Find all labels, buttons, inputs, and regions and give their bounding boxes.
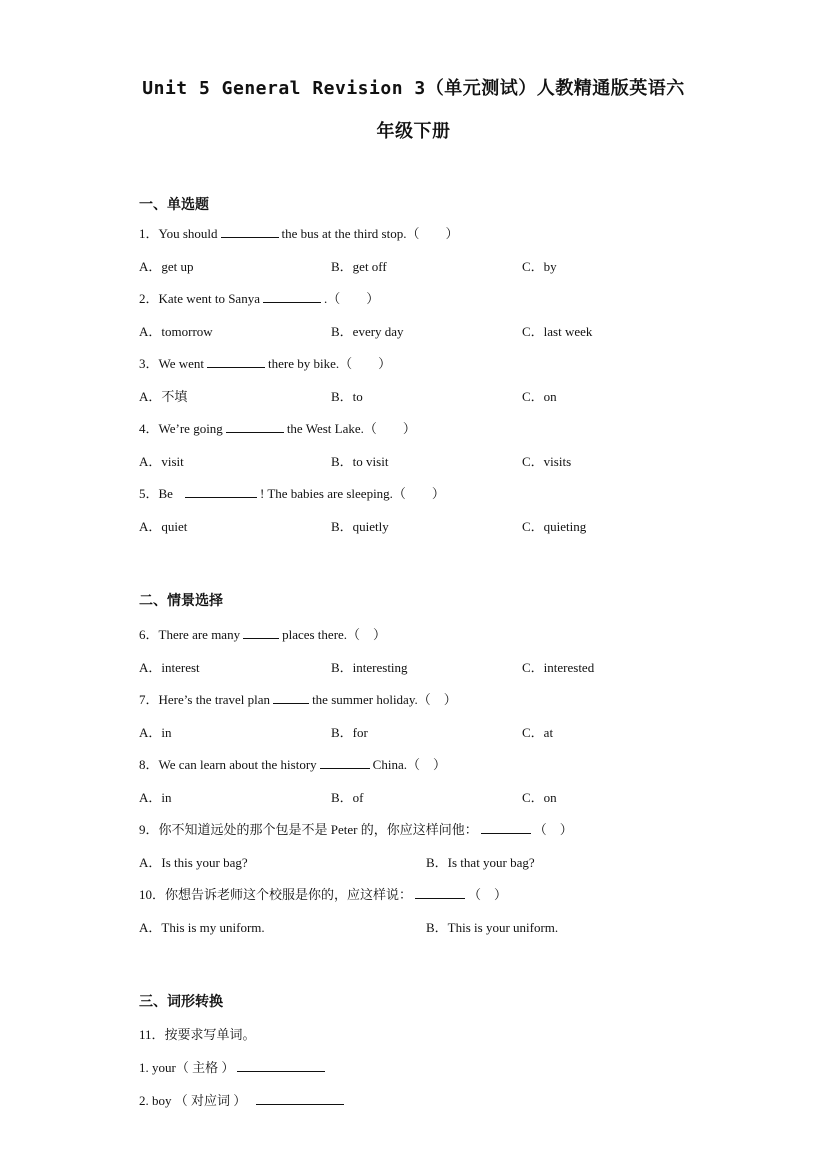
subitem-text: 1. your（ 主格 ） (139, 1060, 235, 1075)
question-number: 9． (139, 822, 159, 837)
question-text-post: places there.（ ） (282, 627, 387, 642)
question-text-post: the summer holiday.（ ） (312, 692, 457, 707)
question-text-post: China.（ ） (372, 757, 446, 772)
question-text-pre: You should (158, 226, 218, 241)
question-number: 7． (139, 692, 159, 707)
option-a[interactable]: A．不填 (139, 389, 188, 404)
option-a[interactable]: A．interest (139, 660, 200, 675)
question-number: 8． (139, 757, 159, 772)
answer-blank[interactable] (243, 637, 279, 639)
option-c[interactable]: C．visits (522, 454, 572, 469)
question-4 (139, 418, 416, 437)
question-text-pre: Kate went to Sanya (158, 291, 260, 306)
answer-blank[interactable] (237, 1070, 325, 1072)
question-text-pre: Here’s the travel plan (158, 692, 271, 707)
question-5 (139, 483, 445, 502)
option-a[interactable]: A．quiet (139, 519, 188, 534)
question-text-post: the West Lake.（ ） (286, 421, 416, 436)
question-text-post: （ ） (533, 822, 573, 837)
question-text-pre: We went (158, 356, 205, 371)
question-text-post: the bus at the third stop.（ ） (281, 226, 459, 241)
question-number: 5． (139, 486, 159, 501)
question-11 (139, 1024, 256, 1043)
option-b[interactable]: B．Is that your bag? (426, 855, 535, 870)
answer-blank[interactable] (226, 431, 284, 433)
option-b[interactable]: B．This is your uniform. (426, 920, 559, 935)
question-text-pre: 你想告诉老师这个校服是你的，应这样说： (165, 887, 413, 902)
option-c[interactable]: C．on (522, 790, 557, 805)
option-b[interactable]: B．to visit (331, 454, 389, 469)
option-a[interactable]: A．Is this your bag? (139, 855, 248, 870)
question-text-post: there by bike.（ ） (268, 356, 392, 371)
option-c[interactable]: C．by (522, 259, 557, 274)
answer-blank[interactable] (273, 702, 309, 704)
option-a[interactable]: A．in (139, 790, 172, 805)
question-number: 10． (139, 887, 166, 902)
question-text-post: .（ ） (323, 291, 380, 306)
subitem-1 (139, 1057, 328, 1076)
section-heading-situational-choice: 二、情景选择 (139, 593, 223, 609)
answer-blank[interactable] (185, 496, 257, 498)
question-text-post: （ ） (468, 887, 508, 902)
question-2 (139, 288, 379, 307)
option-b[interactable]: B．of (331, 790, 364, 805)
question-number: 4． (139, 421, 159, 436)
question-10 (139, 884, 507, 903)
answer-blank[interactable] (256, 1103, 344, 1105)
option-b[interactable]: B．for (331, 725, 368, 740)
question-number: 6． (139, 627, 159, 642)
option-b[interactable]: B．get off (331, 259, 387, 274)
answer-blank[interactable] (320, 767, 370, 769)
answer-blank[interactable] (263, 301, 321, 303)
question-text-pre: Be (158, 486, 173, 501)
option-c[interactable]: C．at (522, 725, 554, 740)
option-b[interactable]: B．quietly (331, 519, 389, 534)
subitem-2 (139, 1090, 347, 1109)
option-b[interactable]: B．interesting (331, 660, 408, 675)
subitem-text: 2. boy （ 对应词 ） (139, 1093, 247, 1108)
answer-blank[interactable] (207, 366, 265, 368)
question-text-post: ! The babies are sleeping.（ ） (259, 486, 445, 501)
option-c[interactable]: C．quieting (522, 519, 587, 534)
option-a[interactable]: A．This is my uniform. (139, 920, 265, 935)
document-title-line-2: 年级下册 (376, 121, 451, 142)
answer-blank[interactable] (221, 236, 279, 238)
option-c[interactable]: C．on (522, 389, 557, 404)
question-text-pre: 你不知道远处的那个包是不是 Peter 的，你应这样问他： (158, 822, 478, 837)
option-b[interactable]: B．to (331, 389, 363, 404)
section-heading-single-choice: 一、单选题 (139, 197, 209, 213)
question-number: 11． (139, 1027, 165, 1042)
answer-blank[interactable] (415, 897, 465, 899)
option-a[interactable]: A．visit (139, 454, 184, 469)
question-text-pre: We can learn about the history (158, 757, 317, 772)
question-9 (139, 819, 573, 838)
question-3 (139, 353, 391, 372)
option-c[interactable]: C．interested (522, 660, 595, 675)
question-text-pre: 按要求写单词。 (164, 1027, 256, 1042)
question-number: 1． (139, 226, 159, 241)
option-c[interactable]: C．last week (522, 324, 593, 339)
option-a[interactable]: A．in (139, 725, 172, 740)
question-7 (139, 689, 457, 708)
question-1 (139, 223, 458, 242)
option-b[interactable]: B．every day (331, 324, 404, 339)
question-6 (139, 624, 386, 643)
question-number: 2． (139, 291, 159, 306)
section-heading-word-forms: 三、词形转换 (139, 994, 223, 1010)
document-title-line-1: Unit 5 General Revision 3（单元测试）人教精通版英语六 (142, 78, 685, 99)
question-text-pre: We’re going (158, 421, 223, 436)
question-number: 3． (139, 356, 159, 371)
option-a[interactable]: A．get up (139, 259, 194, 274)
option-a[interactable]: A．tomorrow (139, 324, 213, 339)
answer-blank[interactable] (481, 832, 531, 834)
question-text-pre: There are many (158, 627, 241, 642)
question-8 (139, 754, 446, 773)
